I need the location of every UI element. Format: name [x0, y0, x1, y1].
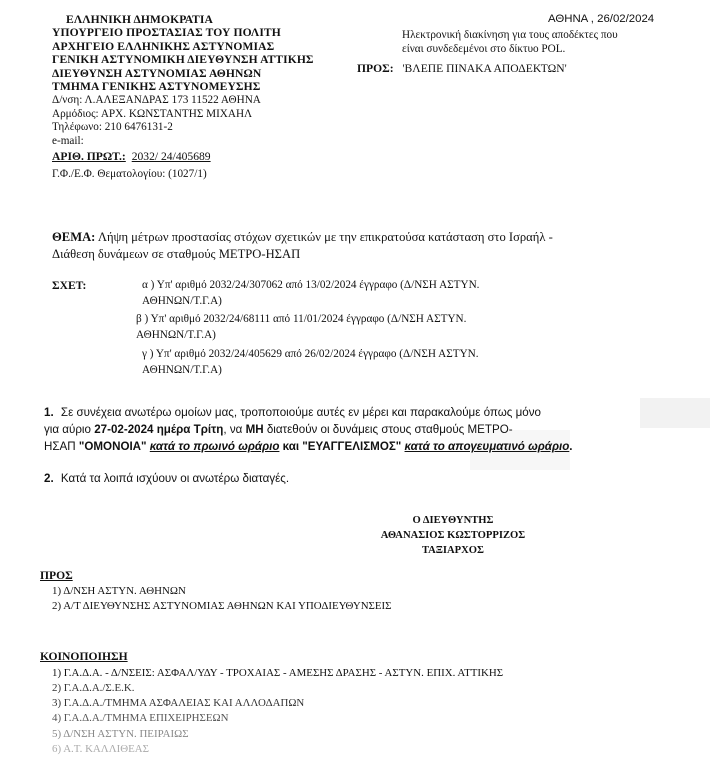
highlight-not: ΜΗ [245, 423, 264, 436]
signatory-title: Ο ΔΙΕΥΘΥΝΤΗΣ [412, 515, 494, 526]
to-line [357, 62, 567, 76]
org-line: ΤΜΗΜΑ ΓΕΝΙΚΗΣ ΑΣΤΥΝΟΜΕΥΣΗΣ [52, 80, 261, 93]
protocol-label: ΑΡΙΘ. ΠΡΩΤ.: [52, 150, 126, 163]
paragraph-text: για αύριο [44, 423, 95, 436]
station-evangelismos: "ΕΥΑΓΓΕΛΙΣΜΟΣ" [302, 440, 402, 453]
signatory-rank: ΤΑΞΙΑΡΧΟΣ [422, 545, 484, 556]
signatory-name: ΑΘΑΝΑΣΙΟΣ ΚΩΣΤΟΡΡΙΖΟΣ [380, 530, 526, 541]
paragraph-2 [44, 470, 289, 488]
notification-item: 5) Δ/ΝΣΗ ΑΣΤΥΝ. ΠΕΙΡΑΙΩΣ [52, 728, 189, 740]
highlight-day: ημέρα Τρίτη [153, 423, 224, 436]
station-omonia: "ΟΜΟΝΟΙΑ" [78, 440, 147, 453]
paragraph-1-line [44, 404, 541, 422]
paragraph-1-line [44, 421, 513, 439]
distribution-note: είναι συνδεδεμένοι στο δίκτυο POL. [402, 43, 566, 55]
paragraph-text: Κατά τα λοιπά ισχύουν οι ανωτέρω διαταγές. [60, 472, 290, 485]
contact-person: Αρμόδιος: ΑΡΧ. ΚΩΝΣΤΑΝΤΗΣ ΜΙΧΑΗΛ [52, 108, 253, 120]
recipient-item: 1) Δ/ΝΣΗ ΑΣΤΥΝ. ΑΘΗΝΩΝ [52, 585, 186, 597]
reference-item: ΑΘΗΝΩΝ/Τ.Γ.Α) [136, 329, 216, 341]
org-line: ΑΡΧΗΓΕΙΟ ΕΛΛΗΝΙΚΗΣ ΑΣΤΥΝΟΜΙΑΣ [52, 40, 275, 53]
subject-label: ΘΕΜΑ: [52, 230, 96, 244]
email-label: e-mail: [52, 135, 84, 147]
paragraph-text: ΗΣΑΠ [44, 440, 79, 453]
subject-line: Διάθεση δυνάμεων σε σταθμούς ΜΕΤΡΟ-ΗΣΑΠ [52, 247, 301, 261]
paragraph-number: 1. [44, 406, 54, 419]
subject [52, 229, 553, 245]
org-line: ΥΠΟΥΡΓΕΙΟ ΠΡΟΣΤΑΣΙΑΣ ΤΟΥ ΠΟΛΙΤΗ [52, 26, 281, 39]
protocol-value: 2032/ 24/405689 [131, 150, 211, 163]
recipient-item: 2) Α/Τ ΔΙΕΥΘΥΝΣΗΣ ΑΣΤΥΝΟΜΙΑΣ ΑΘΗΝΩΝ ΚΑΙ ΥΠΟΔΙΕΥΘΥΝΣΕΙΣ [52, 600, 392, 612]
protocol-number [52, 150, 211, 164]
notification-item: 4) Γ.Α.Δ.Α./ΤΜΗΜΑ ΕΠΙΧΕΙΡΗΣΕΩΝ [52, 712, 229, 724]
reference-item: γ ) Υπ' αριθμό 2032/24/405629 από 26/02/2024 έγγραφο (Δ/ΝΣΗ ΑΣΤΥΝ. [142, 348, 479, 360]
scan-artifact [640, 398, 710, 428]
paragraph-1-line [44, 438, 573, 456]
notification-item: 2) Γ.Α.Δ.Α./Σ.Ε.Κ. [52, 682, 135, 694]
highlight-date: 27-02-2024 [94, 423, 154, 436]
paragraph-text: Σε συνέχεια ανωτέρω ομοίων μας, τροποποιούμε αυτές εν μέρει και παρακαλούμε όπως μόνο [60, 406, 541, 419]
document-date: ΑΘΗΝΑ , 26/02/2024 [548, 13, 655, 25]
reference-item: α ) Υπ' αριθμό 2032/24/307062 από 13/02/2024 έγγραφο (Δ/ΝΣΗ ΑΣΤΥΝ. [142, 279, 480, 291]
paragraph-text: , να [223, 423, 246, 436]
subject-line: Λήψη μέτρων προστασίας στόχων σχετικών με την επικρατούσα κατάσταση στο Ισραήλ - [97, 230, 553, 244]
paragraph-number: 2. [44, 472, 54, 485]
thematology: Γ.Φ./Ε.Φ. Θεματολογίου: (1027/1) [52, 168, 207, 180]
phone: Τηλέφωνο: 210 6476131-2 [52, 121, 173, 133]
distribution-note: Ηλεκτρονική διακίνηση για τους αποδέκτες που [402, 29, 618, 41]
references-label: ΣΧΕΤ: [52, 279, 87, 292]
reference-item: β ) Υπ' αριθμό 2032/24/68111 από 11/01/2024 έγγραφο (Δ/ΝΣΗ ΑΣΤΥΝ. [136, 313, 467, 325]
to-value: 'ΒΛΕΠΕ ΠΙΝΑΚΑ ΑΠΟΔΕΚΤΩΝ' [402, 62, 567, 75]
notification-item: 6) Α.Τ. ΚΑΛΛΙΘΕΑΣ [52, 743, 149, 755]
org-line: ΓΕΝΙΚΗ ΑΣΤΥΝΟΜΙΚΗ ΔΙΕΥΘΥΝΣΗ ΑΤΤΙΚΗΣ [52, 53, 314, 66]
reference-item: ΑΘΗΝΩΝ/Τ.Γ.Α) [142, 364, 222, 376]
address: Δ/νση: Λ.ΑΛΕΞΑΝΔΡΑΣ 173 11522 ΑΘΗΝΑ [52, 94, 261, 106]
paragraph-text: και [279, 440, 303, 453]
notification-item: 3) Γ.Α.Δ.Α./ΤΜΗΜΑ ΑΣΦΑΛΕΙΑΣ ΚΑΙ ΑΛΛΟΔΑΠΩΝ [52, 697, 305, 709]
afternoon-shift: κατά το απογευματινό ωράριο [404, 440, 570, 453]
notification-item: 1) Γ.Α.Δ.Α. - Δ/ΝΣΕΙΣ: ΑΣΦΑΛ/ΥΔΥ - ΤΡΟΧΑΙΑΣ - ΑΜΕΣΗΣ ΔΡΑΣΗΣ - ΑΣΤΥΝ. ΕΠΙΧ. ΑΤΤΙΚΗΣ [52, 667, 504, 679]
paragraph-text: . [569, 440, 573, 453]
to-label: ΠΡΟΣ: [357, 62, 394, 75]
morning-shift: κατά το πρωινό ωράριο [149, 440, 280, 453]
recipients-label: ΠΡΟΣ [40, 569, 73, 582]
reference-item: ΑΘΗΝΩΝ/Τ.Γ.Α) [142, 295, 222, 307]
notifications-label: ΚΟΙΝΟΠΟΙΗΣΗ [40, 650, 128, 663]
org-line: ΕΛΛΗΝΙΚΗ ΔΗΜΟΚΡΑΤΙΑ [66, 13, 213, 26]
org-line: ΔΙΕΥΘΥΝΣΗ ΑΣΤΥΝΟΜΙΑΣ ΑΘΗΝΩΝ [52, 67, 262, 80]
paragraph-text: διατεθούν οι δυνάμεις στους σταθμούς ΜΕΤΡΟ- [263, 423, 513, 436]
